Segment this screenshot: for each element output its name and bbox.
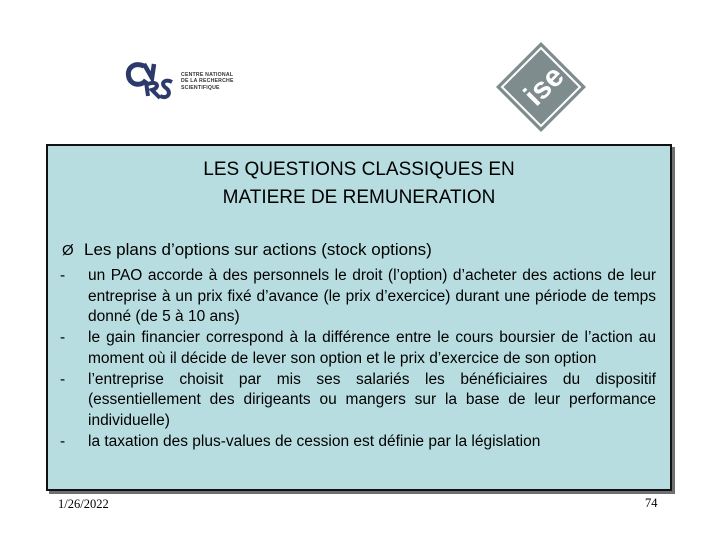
section-heading-text: Les plans d’options sur actions (stock options) bbox=[84, 240, 432, 259]
ise-logo bbox=[494, 40, 588, 134]
bullet-list bbox=[58, 266, 656, 452]
content-panel bbox=[46, 144, 672, 491]
list-item bbox=[58, 432, 656, 453]
cnrs-logo bbox=[124, 56, 244, 106]
svg-text:ise: ise bbox=[517, 59, 571, 113]
list-item bbox=[58, 370, 656, 432]
arrow-bullet-icon: Ø bbox=[62, 242, 74, 259]
list-item-text: le gain financier correspond à la différence entre le cours boursier de l’action au moment où il décide de lever son option et le prix d’exercice de son option bbox=[88, 329, 656, 367]
list-item bbox=[58, 328, 656, 369]
cnrs-line-3: SCIENTIFIQUE bbox=[181, 84, 220, 91]
footer-date: 1/26/2022 bbox=[58, 497, 109, 511]
dash-marker: - bbox=[60, 370, 66, 388]
section-heading bbox=[62, 240, 432, 260]
list-item-text: un PAO accorde à des personnels le droit (l’option) d’acheter des actions de leur entreprise à un prix fixé d’avance (le prix d’exercice) durant une période de temps donné (de 5 à 10 ans) bbox=[88, 267, 656, 326]
list-item-text: la taxation des plus-values de cession est définie par la législation bbox=[88, 432, 541, 450]
cnrs-logo-mark bbox=[124, 56, 176, 102]
slide-title-line-2: MATIERE DE REMUNERATION bbox=[222, 187, 496, 208]
page-number: 74 bbox=[645, 496, 658, 510]
cnrs-line-2: DE LA RECHERCHE bbox=[181, 78, 234, 85]
dash-marker: - bbox=[60, 329, 66, 347]
cnrs-institution-name bbox=[181, 72, 234, 91]
slide-title bbox=[48, 156, 670, 212]
list-item bbox=[58, 266, 656, 328]
dash-marker: - bbox=[60, 432, 66, 450]
list-item-text: l’entreprise choisit par mis ses salariés les bénéficiaires du dispositif (essentiellement des dirigeants ou mangers sur la base de leur performance individuelle) bbox=[88, 370, 656, 429]
slide-title-line-1: LES QUESTIONS CLASSIQUES EN bbox=[203, 159, 515, 180]
cnrs-line-1: CENTRE NATIONAL bbox=[181, 72, 234, 78]
dash-marker: - bbox=[60, 267, 66, 284]
